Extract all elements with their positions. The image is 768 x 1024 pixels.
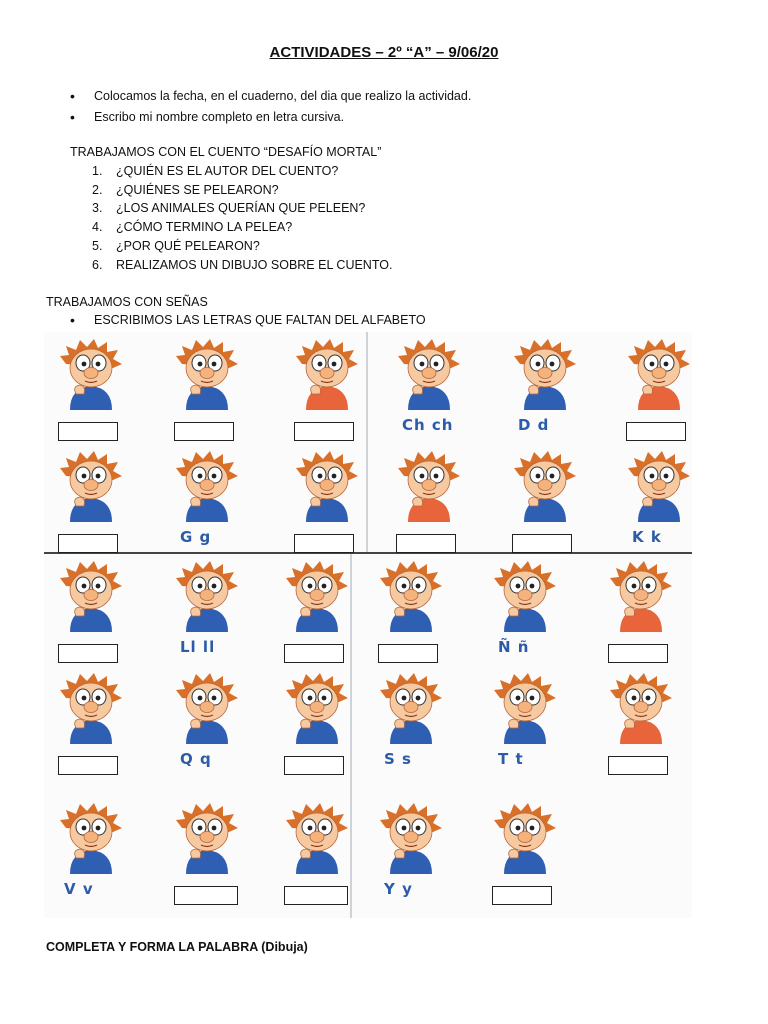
sign-cell (596, 672, 676, 754)
sign-cell (272, 560, 352, 642)
sign-cell (480, 672, 560, 768)
sign-cell (46, 338, 126, 420)
sign-kid-icon (172, 338, 242, 410)
sign-kid-icon (606, 672, 676, 744)
sign-kid-icon (624, 450, 694, 522)
sign-cell (384, 450, 464, 532)
letter-answer-box[interactable] (378, 644, 438, 663)
instruction-item: • Colocamos la fecha, en el cuaderno, del dia que realizo la actividad. (70, 86, 471, 107)
sign-cell (272, 802, 352, 884)
sign-cell (366, 560, 446, 642)
question-item (92, 218, 392, 237)
letter-label: G g (180, 528, 212, 546)
sign-kid-icon (490, 672, 560, 744)
letter-label: S s (384, 750, 412, 768)
sign-cell (480, 560, 560, 656)
story-heading: TRABAJAMOS CON EL CUENTO “DESAFÍO MORTAL” (70, 145, 382, 159)
letter-answer-box[interactable] (608, 756, 668, 775)
sign-cell (162, 560, 242, 656)
sign-kid-icon (510, 450, 580, 522)
letter-answer-box[interactable] (174, 422, 234, 441)
sign-kid-icon (376, 560, 446, 632)
letter-answer-box[interactable] (174, 886, 238, 905)
panel-divider (366, 332, 368, 552)
letter-label: D d (518, 416, 550, 434)
sign-kid-icon (56, 672, 126, 744)
sign-kid-icon (282, 672, 352, 744)
sign-cell (46, 802, 126, 898)
sign-kid-icon (376, 672, 446, 744)
question-item (92, 181, 392, 200)
question-text: ¿QUIÉNES SE PELEARON? (116, 182, 279, 197)
question-number: 3. (92, 201, 103, 216)
sign-kid-icon (172, 560, 242, 632)
question-text: ¿QUIÉN ES EL AUTOR DEL CUENTO? (116, 164, 339, 178)
sign-kid-icon (394, 450, 464, 522)
letter-answer-box[interactable] (626, 422, 686, 441)
sign-kid-icon (172, 802, 242, 874)
letter-answer-box[interactable] (58, 756, 118, 775)
signs-heading: TRABAJAMOS CON SEÑAS (46, 295, 208, 309)
letter-answer-box[interactable] (284, 886, 348, 905)
sign-cell (46, 560, 126, 642)
footer-instruction: COMPLETA Y FORMA LA PALABRA (Dibuja) (46, 940, 308, 954)
question-item (92, 199, 392, 218)
letter-answer-box[interactable] (512, 534, 572, 553)
sign-cell (272, 672, 352, 754)
letter-answer-box[interactable] (294, 534, 354, 553)
question-text: ¿CÓMO TERMINO LA PELEA? (116, 220, 293, 235)
letter-answer-box[interactable] (492, 886, 552, 905)
question-text: REALIZAMOS UN DIBUJO SOBRE EL CUENTO. (116, 257, 393, 272)
sign-cell (46, 450, 126, 532)
panel-divider (44, 552, 692, 554)
sign-cell (162, 450, 242, 546)
sign-kid-icon (624, 338, 694, 410)
sign-kid-icon (56, 450, 126, 522)
letter-label: Ch ch (402, 416, 454, 434)
page-title: ACTIVIDADES – 2º “A” – 9/06/20 (269, 44, 499, 61)
letter-answer-box[interactable] (58, 534, 118, 553)
sign-cell (596, 560, 676, 642)
question-number: 5. (92, 238, 103, 253)
sign-kid-icon (292, 450, 362, 522)
sign-cell (46, 672, 126, 754)
question-list (92, 162, 392, 274)
instruction-list (70, 86, 471, 128)
letter-label: Ll ll (180, 638, 216, 656)
letter-label: T t (498, 750, 524, 768)
letter-answer-box[interactable] (284, 644, 344, 663)
letter-answer-box[interactable] (58, 422, 118, 441)
sign-kid-icon (490, 802, 560, 874)
letter-label: K k (632, 528, 662, 546)
sign-kid-icon (490, 560, 560, 632)
signs-instruction: • ESCRIBIMOS LAS LETRAS QUE FALTAN DEL ALFABETO (70, 313, 426, 327)
sign-cell (162, 672, 242, 768)
sign-cell (500, 450, 580, 532)
question-number: 1. (92, 164, 103, 178)
sign-kid-icon (606, 560, 676, 632)
sign-cell (282, 450, 362, 532)
sign-kid-icon (282, 560, 352, 632)
sign-cell (384, 338, 464, 434)
letter-label: Y y (384, 880, 413, 898)
question-number: 6. (92, 257, 103, 272)
sign-kid-icon (56, 560, 126, 632)
letter-label: V v (64, 880, 94, 898)
letter-answer-box[interactable] (58, 644, 118, 663)
sign-alphabet-grid (44, 332, 692, 918)
question-item (92, 162, 392, 181)
question-item (92, 256, 392, 275)
sign-cell (162, 802, 242, 884)
sign-kid-icon (56, 802, 126, 874)
letter-answer-box[interactable] (284, 756, 344, 775)
sign-cell (614, 450, 694, 546)
sign-kid-icon (172, 672, 242, 744)
question-number: 2. (92, 182, 103, 197)
letter-label: Q q (180, 750, 212, 768)
sign-cell (162, 338, 242, 420)
sign-kid-icon (292, 338, 362, 410)
sign-cell (366, 672, 446, 768)
letter-label: Ñ ñ (498, 638, 530, 656)
letter-answer-box[interactable] (608, 644, 668, 663)
question-text: ¿POR QUÉ PELEARON? (116, 238, 260, 253)
instruction-item: • Escribo mi nombre completo en letra cursiva. (70, 107, 471, 128)
letter-answer-box[interactable] (396, 534, 456, 553)
question-text: ¿LOS ANIMALES QUERÍAN QUE PELEEN? (116, 201, 366, 216)
sign-kid-icon (510, 338, 580, 410)
letter-answer-box[interactable] (294, 422, 354, 441)
question-item (92, 237, 392, 256)
sign-kid-icon (56, 338, 126, 410)
sign-cell (614, 338, 694, 420)
sign-kid-icon (282, 802, 352, 874)
sign-kid-icon (394, 338, 464, 410)
sign-cell (500, 338, 580, 434)
sign-cell (480, 802, 560, 884)
sign-cell (366, 802, 446, 898)
sign-kid-icon (172, 450, 242, 522)
sign-kid-icon (376, 802, 446, 874)
question-number: 4. (92, 220, 103, 235)
sign-cell (282, 338, 362, 420)
